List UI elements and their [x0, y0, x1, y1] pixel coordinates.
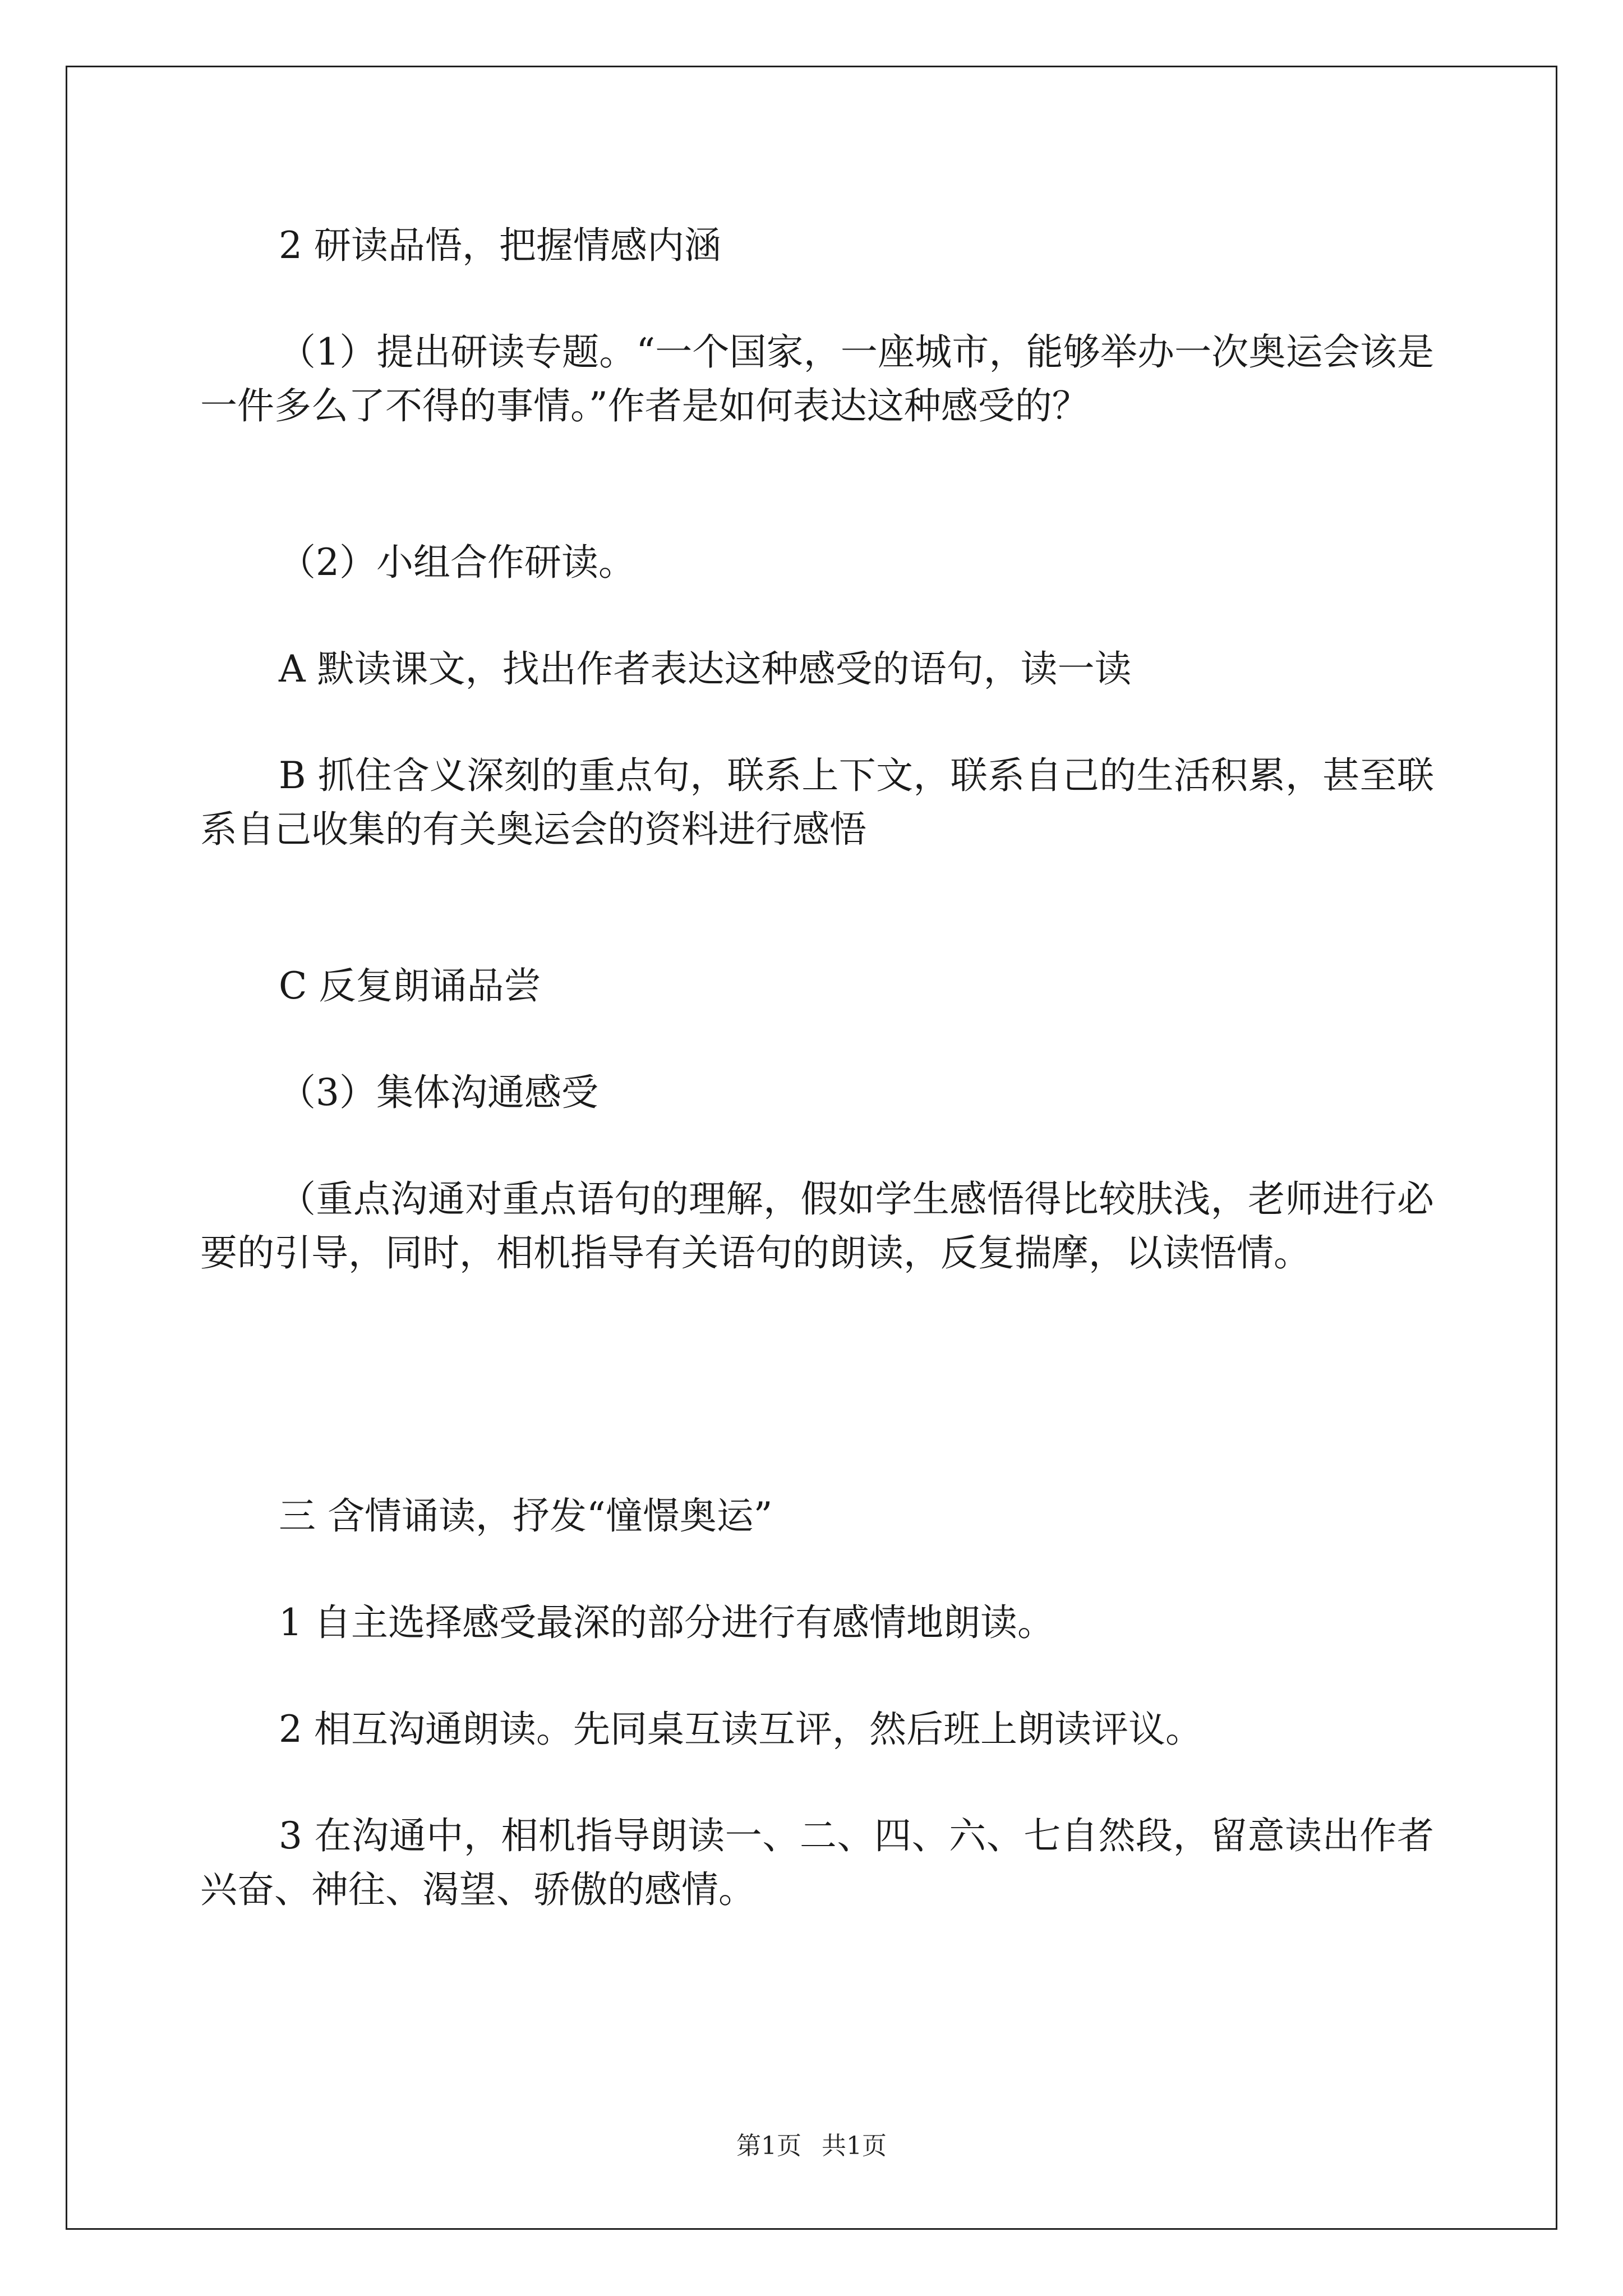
paragraph: （2）小组合作研读。 [279, 541, 635, 584]
paragraph: B 抓住含义深刻的重点句，联系上下文，联系自己的生活积累，甚至联系自己收集的有关奥运会的资料进行感悟 [200, 754, 1434, 851]
paragraph: 2 相互沟通朗读。先同桌互读互评，然后班上朗读评议。 [279, 1708, 1202, 1751]
paragraph: 1 自主选择感受最深的部分进行有感情地朗读。 [279, 1601, 1054, 1644]
paragraph: 三 含情诵读，抒发“憧憬奥运” [279, 1494, 773, 1538]
paragraph: A 默读课文，找出作者表达这种感受的语句，读一读 [279, 647, 1132, 691]
paragraph: （重点沟通对重点语句的理解，假如学生感悟得比较肤浅，老师进行必要的引导，同时，相机指导有关语句的朗读，反复揣摩，以读悟情。 [200, 1177, 1434, 1274]
paragraph: （3）集体沟通感受 [279, 1071, 598, 1114]
page-footer [0, 2131, 1623, 2162]
page-total: 共1页 [822, 2132, 887, 2160]
paragraph: C 反复朗诵品尝 [279, 964, 541, 1007]
paragraph: 3 在沟通中，相机指导朗读一、二、四、六、七自然段，留意读出作者兴奋、神往、渴望、骄傲的感情。 [200, 1814, 1434, 1911]
page-number: 第1页 [736, 2132, 801, 2160]
paragraph: （1）提出研读专题。“一个国家，一座城市，能够举办一次奥运会该是一件多么了不得的事情。”作者是如何表达这种感受的？ [200, 330, 1434, 427]
paragraph: 2 研读品悟，把握情感内涵 [279, 224, 721, 267]
